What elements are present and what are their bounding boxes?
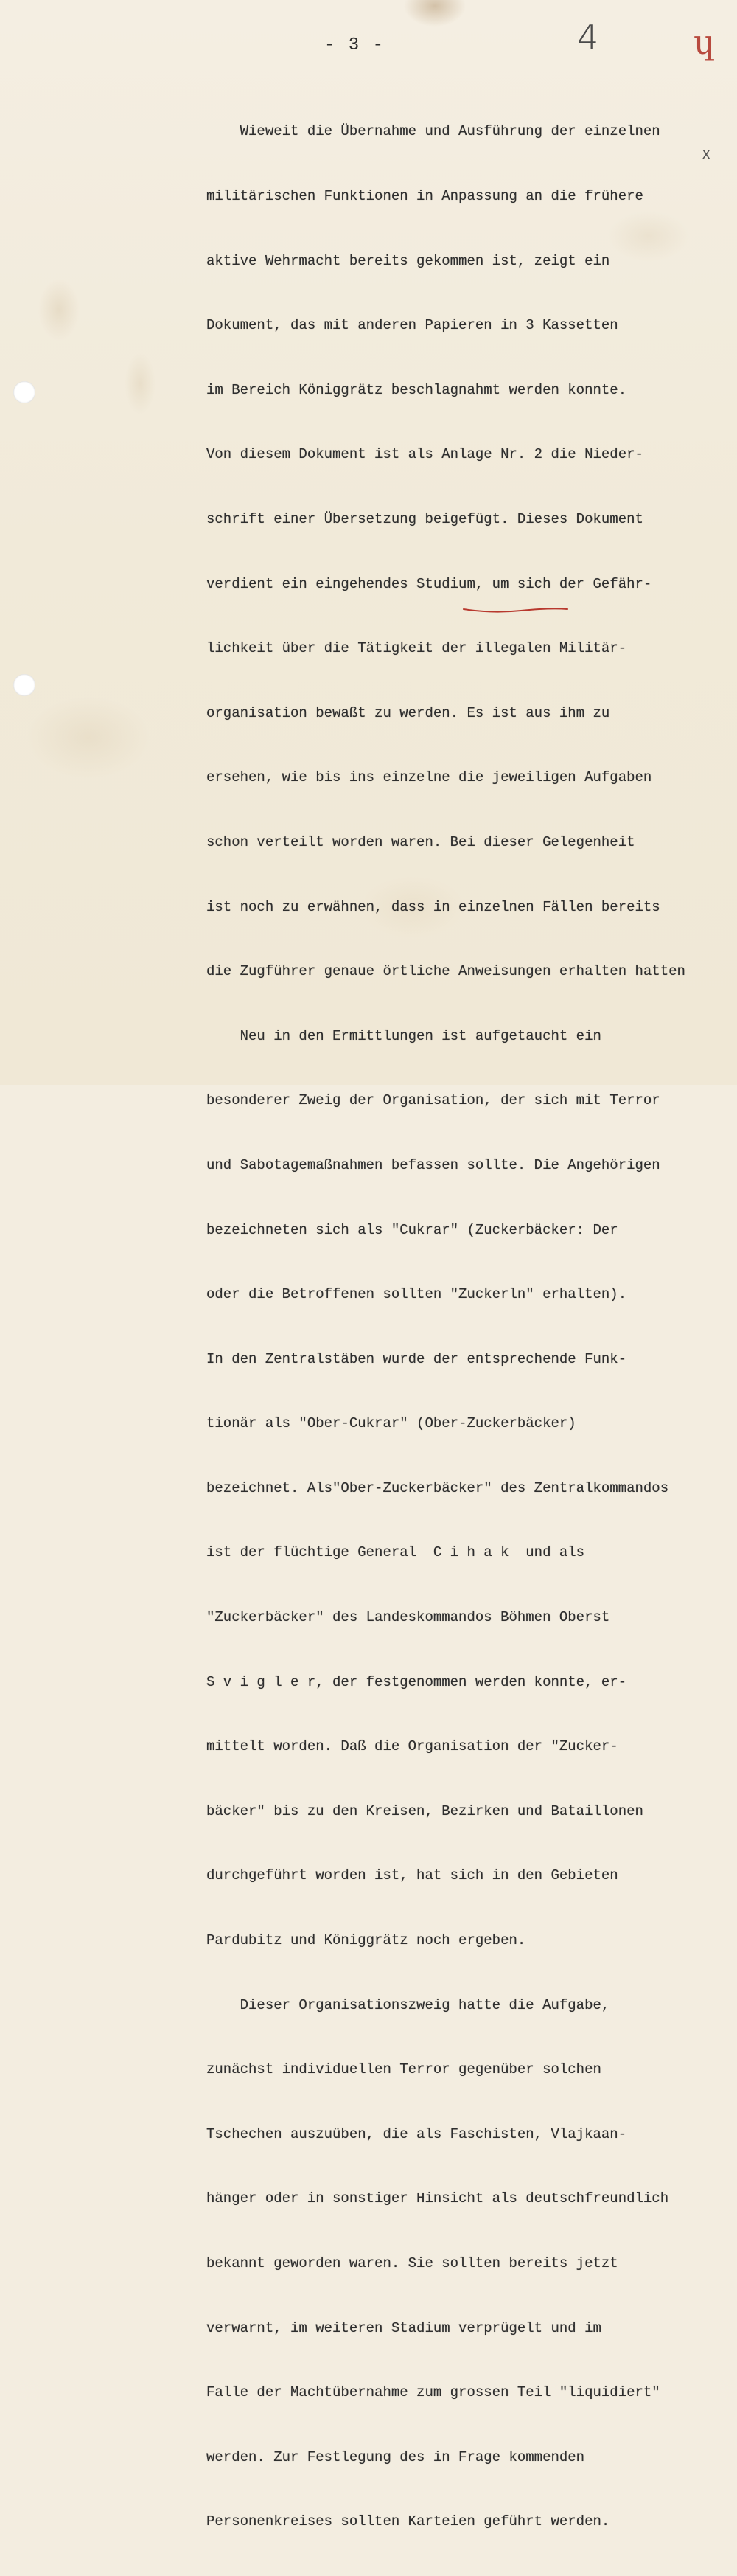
text-line: oder die Betroffenen sollten "Zuckerln" erhalten). [206,1286,627,1303]
text-line: lichkeit über die Tätigkeit der illegalen Militär- [206,640,627,657]
text-line: bezeichneten sich als "Cukrar" (Zuckerbäcker: Der [206,1221,618,1238]
text-line: "Zuckerbäcker" des Landeskommandos Böhmen Oberst [206,1609,610,1626]
text-line: durchgeführt worden ist, hat sich in den Gebieten [206,1867,618,1884]
text-line: Neu in den Ermittlungen ist aufgetaucht ein [206,1027,601,1044]
text-line: bekannt geworden waren. Sie sollten bereits jetzt [206,2255,618,2271]
text-line: verwarnt, im weiteren Stadium verprügelt und im [206,2319,601,2336]
text-line: und Sabotagemaßnahmen befassen sollte. Die Angehörigen [206,1156,660,1173]
handwritten-red-mark: ɥ [694,22,716,62]
text-line: Von diesem Dokument ist als Anlage Nr. 2 die Nieder- [206,446,643,463]
text-line: tionär als "Ober-Cukrar" (Ober-Zuckerbäcker) [206,1415,576,1432]
text-line: Tschechen auszuüben, die als Faschisten, Vlajkaan- [206,2125,627,2142]
text-line: Wieweit die Übernahme und Ausführung der einzelnen [206,123,660,140]
text-line: organisation bewaßt zu werden. Es ist aus ihm zu [206,704,610,721]
text-line: schrift einer Übersetzung beigefügt. Dieses Dokument [206,510,643,527]
text-line: schon verteilt worden waren. Bei dieser Gelegenheit [206,833,635,850]
text-line: S v i g l e r, der festgenommen werden konnte, er- [206,1673,627,1690]
text-line: ist der flüchtige General C i h a k und als [206,1544,585,1561]
text-line: zunächst individuellen Terror gegenüber solchen [206,2061,601,2078]
text-line: ist noch zu erwähnen, dass in einzelnen Fällen bereits [206,898,660,915]
text-line: ersehen, wie bis ins einzelne die jeweiligen Aufgaben [206,769,652,786]
text-line: die Zugführer genaue örtliche Anweisungen erhalten hatten [206,963,685,980]
punch-hole [13,674,35,696]
text-line: militärischen Funktionen in Anpassung an die frühere [206,188,643,204]
text-line: aktive Wehrmacht bereits gekommen ist, zeigt ein [206,252,610,269]
text-line: Dieser Organisationszweig hatte die Aufgabe, [206,1996,610,2013]
text-line: In den Zentralstäben wurde der entsprechende Funk- [206,1350,627,1367]
text-line: bäcker" bis zu den Kreisen, Bezirken und Bataillonen [206,1802,643,1819]
text-line: mittelt worden. Daß die Organisation der "Zucker- [206,1738,618,1755]
handwritten-page-number: 4 [577,18,599,58]
page-number: - 3 - [324,35,385,55]
text-line: werden. Zur Festlegung des in Frage kommenden [206,2448,585,2465]
text-line: Personenkreises sollten Karteien geführt werden. [206,2513,610,2530]
punch-hole [13,381,35,403]
margin-mark: X [702,147,711,163]
text-line: Falle der Machtübernahme zum grossen Teil "liquidiert" [206,2384,660,2401]
text-line: im Bereich Königgrätz beschlagnahmt werden konnte. [206,381,627,398]
text-line: bezeichnet. Als"Ober-Zuckerbäcker" des Zentralkommandos [206,1479,669,1496]
text-line: Pardubitz und Königgrätz noch ergeben. [206,1932,526,1949]
text-line: verdient ein eingehendes Studium, um sich der Gefähr- [206,575,652,592]
typed-body-text [206,78,737,2576]
text-line: hänger oder in sonstiger Hinsicht als deutschfreundlich [206,2190,669,2207]
text-line: Dokument, das mit anderen Papieren in 3 Kassetten [206,317,618,334]
text-line: besonderer Zweig der Organisation, der sich mit Terror [206,1092,660,1109]
